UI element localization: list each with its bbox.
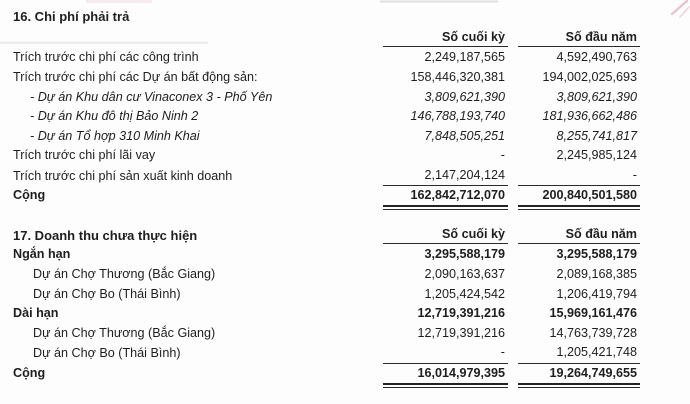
row-label: Trích trước chi phí các Dự án bất động sản: [13,70,258,84]
row-label: Trích trước chi phí các công trình [13,50,199,64]
total-value-beginning-year: 19,264,749,655 [549,365,637,380]
row-label: - Dự án Khu đô thị Bảo Ninh 2 [30,109,199,123]
value-beginning-year: 15,969,161,476 [549,306,637,320]
value-beginning-year: 2,245,985,124 [556,148,637,162]
value-ending-period: 2,090,163,637 [424,267,505,281]
value-beginning-year: 181,936,662,486 [542,109,637,123]
value-beginning-year: 1,206,419,794 [556,286,637,301]
section-unearned-revenue [13,225,640,388]
value-ending-period: 3,809,621,390 [424,89,505,104]
value-beginning-year: 1,205,421,748 [518,343,640,364]
section-16-title: 16. Chi phí phải trả [13,9,130,24]
table-row [13,47,640,68]
total-value-ending-period: 162,842,712,070 [410,188,505,202]
scan-smudge-top-left [86,0,152,3]
double-rule [518,383,640,388]
row-label: Dự án Chợ Bo (Thái Bình) [33,286,181,301]
table-row [13,146,640,166]
scan-line-fragment-top [380,1,498,3]
table-row [13,166,640,186]
double-rule-row [13,204,640,210]
total-row [13,185,640,204]
value-ending-period: 158,446,320,381 [410,70,505,84]
table17-header-row [13,225,640,244]
section-17-title: 17. Doanh thu chưa thực hiện [13,228,198,243]
value-ending-period: 2,249,187,565 [424,50,505,64]
value-beginning-year: 3,295,588,179 [556,247,637,261]
value-ending-period: 3,295,588,179 [424,247,505,261]
value-ending-period: 7,848,505,251 [424,128,505,143]
total-value-beginning-year: 200,840,501,580 [542,188,637,202]
table-row [13,68,640,88]
col-header-beginning-year: Số đầu năm [518,226,640,244]
double-rule [383,383,508,388]
pen-mark-icon [680,7,689,17]
row-label: Trích trước chi phí lãi vay [13,148,156,162]
value-ending-period: - [500,148,505,162]
table-row [13,343,640,363]
value-beginning-year: 2,089,168,385 [556,267,637,281]
value-ending-period: 1,205,424,542 [424,286,505,301]
row-label: Dài hạn [13,306,59,320]
section-accrued-expenses [13,6,640,210]
value-beginning-year: - [518,166,640,187]
table-row [13,265,640,285]
col-header-ending-period: Số cuối kỳ [383,226,508,244]
value-beginning-year: 8,255,741,817 [556,128,637,143]
total-label: Cộng [13,188,46,202]
table16-header-row [13,28,640,47]
table-row [13,244,640,265]
row-label: Ngắn hạn [13,247,71,261]
table-row [13,324,640,344]
double-rule-row [13,382,640,388]
table-row [13,88,640,108]
row-label: - Dự án Tổ hợp 310 Minh Khai [30,128,200,143]
value-beginning-year: 194,002,025,693 [542,70,637,84]
table-row [13,107,640,127]
total-value-ending-period: 16,014,979,395 [417,365,505,380]
total-label: Cộng [13,365,46,380]
row-label: - Dự án Khu dân cư Vinaconex 3 - Phố Yên [30,89,273,104]
value-ending-period: - [383,343,508,364]
pen-mark-icon [672,1,687,14]
value-ending-period: 146,788,193,740 [410,109,505,123]
value-ending-period: 12,719,391,216 [417,306,505,320]
value-ending-period: 2,147,204,124 [383,166,508,187]
value-beginning-year: 4,592,490,763 [556,50,637,64]
row-label: Dự án Chợ Thương (Bắc Giang) [33,267,216,281]
value-ending-period: 12,719,391,216 [417,325,505,340]
table-row [13,127,640,147]
col-header-beginning-year: Số đầu năm [518,29,640,47]
col-header-ending-period: Số cuối kỳ [383,29,508,47]
table-row [13,304,640,324]
value-beginning-year: 14,763,739,728 [549,325,637,340]
row-label: Dự án Chợ Bo (Thái Bình) [33,346,181,360]
row-label: Trích trước chi phí sản xuất kinh doanh [13,168,233,183]
value-beginning-year: 3,809,621,390 [556,89,637,104]
double-rule [518,205,640,210]
row-label: Dự án Chợ Thương (Bắc Giang) [33,325,216,340]
table-row [13,285,640,305]
total-row [13,363,640,382]
double-rule [383,205,508,210]
